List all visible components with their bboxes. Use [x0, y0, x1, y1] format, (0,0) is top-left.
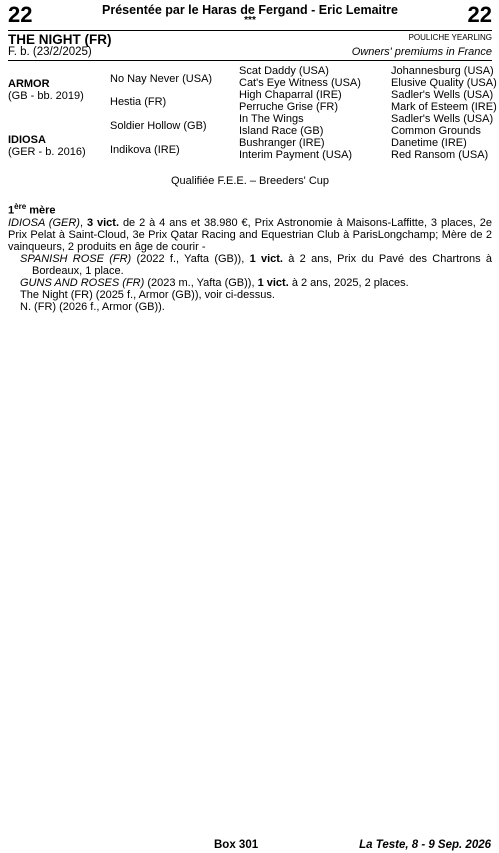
gen3-item: Bushranger (IRE) [239, 137, 325, 149]
gen3-item: Cat's Eye Witness (USA) [239, 77, 361, 89]
horse-name-bar [8, 30, 492, 61]
section-1ere-mere [8, 201, 492, 313]
gen3-item: In The Wings [239, 113, 304, 125]
page-footer [8, 837, 491, 853]
lot-number-right: 22 [467, 2, 492, 27]
lot-number-left: 22 [8, 2, 33, 27]
produce-line: The Night (FR) (2025 f., Armor (GB)), voir ci-dessus. [20, 288, 275, 301]
qualification-line: Qualifiée F.E.E. – Breeders' Cup [170, 175, 329, 187]
family-sections [8, 201, 492, 313]
gen4-item: Elusive Quality (USA) [391, 77, 497, 89]
gen2-item: No Nay Never (USA) [110, 73, 213, 85]
gen3-item: Interim Payment (USA) [239, 149, 353, 161]
gen4-item: Johannesburg (USA) [391, 65, 494, 77]
stars: *** [244, 15, 256, 26]
gen4-item: Danetime (IRE) [391, 137, 467, 149]
gen4-item: Sadler's Wells (USA) [391, 89, 494, 101]
gen2-item: Hestia (FR) [110, 96, 167, 108]
gen3-item: Perruche Grise (FR) [239, 101, 339, 113]
dam-name: IDIOSA [8, 134, 46, 146]
box-number: Box 301 [214, 839, 259, 851]
gen2-item: Soldier Hollow (GB) [110, 120, 207, 132]
horse-name: THE NIGHT (FR) [8, 32, 112, 47]
presenter-line: Présentée par le Haras de Fergand - Eric Lemaitre [102, 3, 398, 17]
produce-line: GUNS AND ROSES (FR) (2023 m., Yafta (GB)), 1 vict. à 2 ans, 2025, 2 places. [20, 276, 409, 289]
gen4-item: Sadler's Wells (USA) [391, 113, 494, 125]
dam-info: (GER - b. 2016) [8, 146, 86, 158]
section-heading: 1ère mère [8, 202, 56, 217]
gen3-item: Scat Daddy (USA) [239, 65, 329, 77]
owners-premiums-note: Owners' premiums in France [351, 46, 492, 58]
sale-venue-date: La Teste, 8 - 9 Sep. 2026 [359, 839, 491, 851]
gen3-item: Island Race (GB) [239, 125, 324, 137]
horse-category: POULICHE YEARLING [408, 33, 492, 42]
page-header [8, 0, 492, 30]
catalogue-page [8, 0, 497, 313]
sire-name: ARMOR [8, 78, 50, 90]
sire-info: (GB - bb. 2019) [8, 90, 84, 102]
produce-line: N. (FR) (2026 f., Armor (GB)). [20, 300, 165, 313]
gen4-item: Common Grounds [391, 125, 481, 137]
produce-line: SPANISH ROSE (FR) (2022 f., Yafta (GB)), 1 vict. à 2 ans, Prix du Pavé des Chartrons à Bordeaux, 1 place. [20, 252, 492, 277]
gen2-item: Indikova (IRE) [110, 144, 180, 156]
gen4-item: Mark of Esteem (IRE) [391, 101, 497, 113]
pedigree-table [8, 61, 497, 191]
gen4-item: Red Ransom (USA) [391, 149, 489, 161]
dam-paragraph: IDIOSA (GER), 3 vict. de 2 à 4 ans et 38.980 €, Prix Astronomie à Maisons-Laffitte, 3 places, 2e Prix Pelat à Saint-Cloud, 3e Prix Qatar Racing and Equestrian Club à ParisLongchamp; Mère de 2 vainqueurs, 2 produits en âge de courir - [8, 216, 492, 253]
horse-info: F. b. (23/2/2025) [8, 46, 92, 58]
gen3-item: High Chaparral (IRE) [239, 89, 342, 101]
